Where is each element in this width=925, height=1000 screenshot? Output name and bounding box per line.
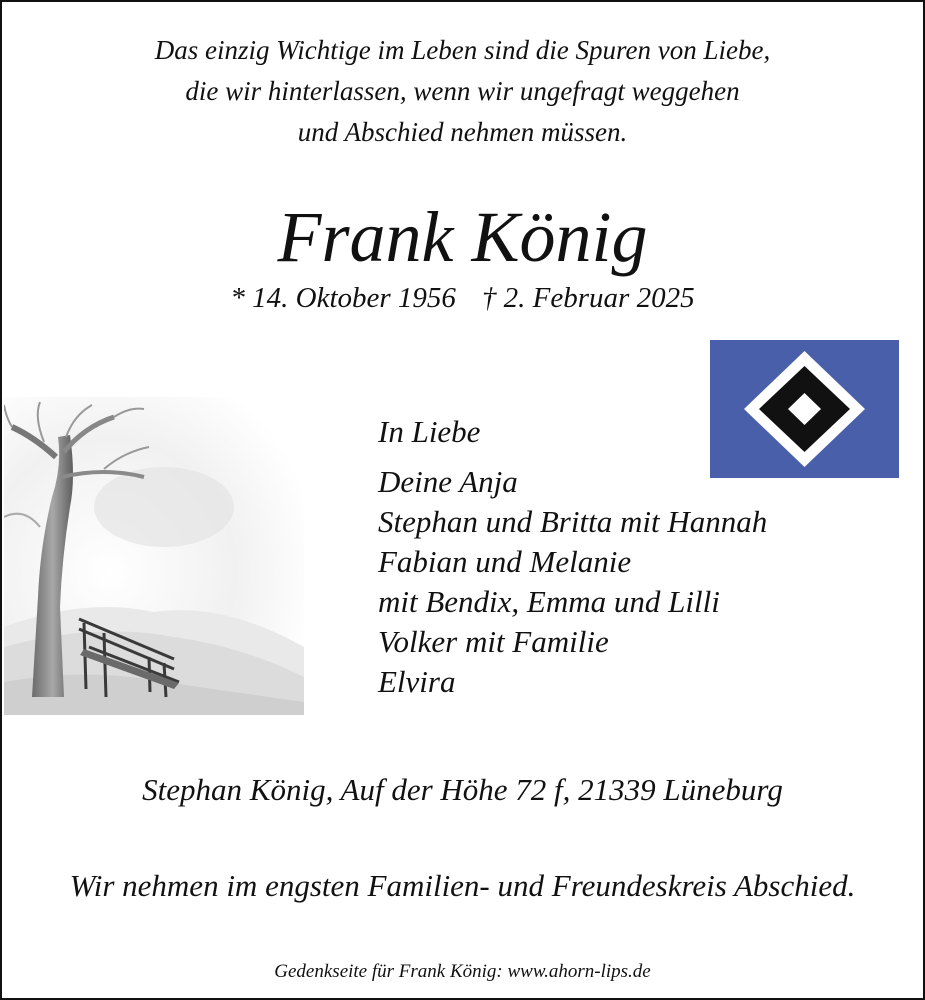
memorial-page-link[interactable]: Gedenkseite für Frank König: www.ahorn-lips.de [274,961,651,982]
mourner-line: Stephan und Britta mit Hannah [378,504,768,539]
mourner-line: Deine Anja [378,464,518,499]
death-date: † 2. Februar 2025 [481,282,695,314]
quote-block [2,30,923,153]
mourner-line: Volker mit Familie [378,624,609,659]
mourners-list [378,412,767,702]
mourner-group [378,462,767,502]
tree-and-bench-illustration [4,397,304,715]
farewell-note: Wir nehmen im engsten Familien- und Freundeskreis Abschied. [69,868,856,903]
mourners-intro: In Liebe [378,414,481,449]
deceased-name: Frank König [277,197,648,277]
mourner-line: Fabian und Melanie [378,544,632,579]
mourner-group [378,542,767,622]
quote-line: und Abschied nehmen müssen. [297,117,628,147]
birth-date: * 14. Oktober 1956 [230,282,456,314]
mourner-line: Elvira [378,664,456,699]
life-dates [2,278,923,318]
mourner-line: mit Bendix, Emma und Lilli [378,584,720,619]
contact-address: Stephan König, Auf der Höhe 72 f, 21339 Lüneburg [142,772,783,807]
quote-line: die wir hinterlassen, wenn wir ungefragt weggehen [185,76,740,106]
quote-line: Das einzig Wichtige im Leben sind die Spuren von Liebe, [154,35,771,65]
mourner-group [378,502,767,542]
mourner-group [378,622,767,702]
